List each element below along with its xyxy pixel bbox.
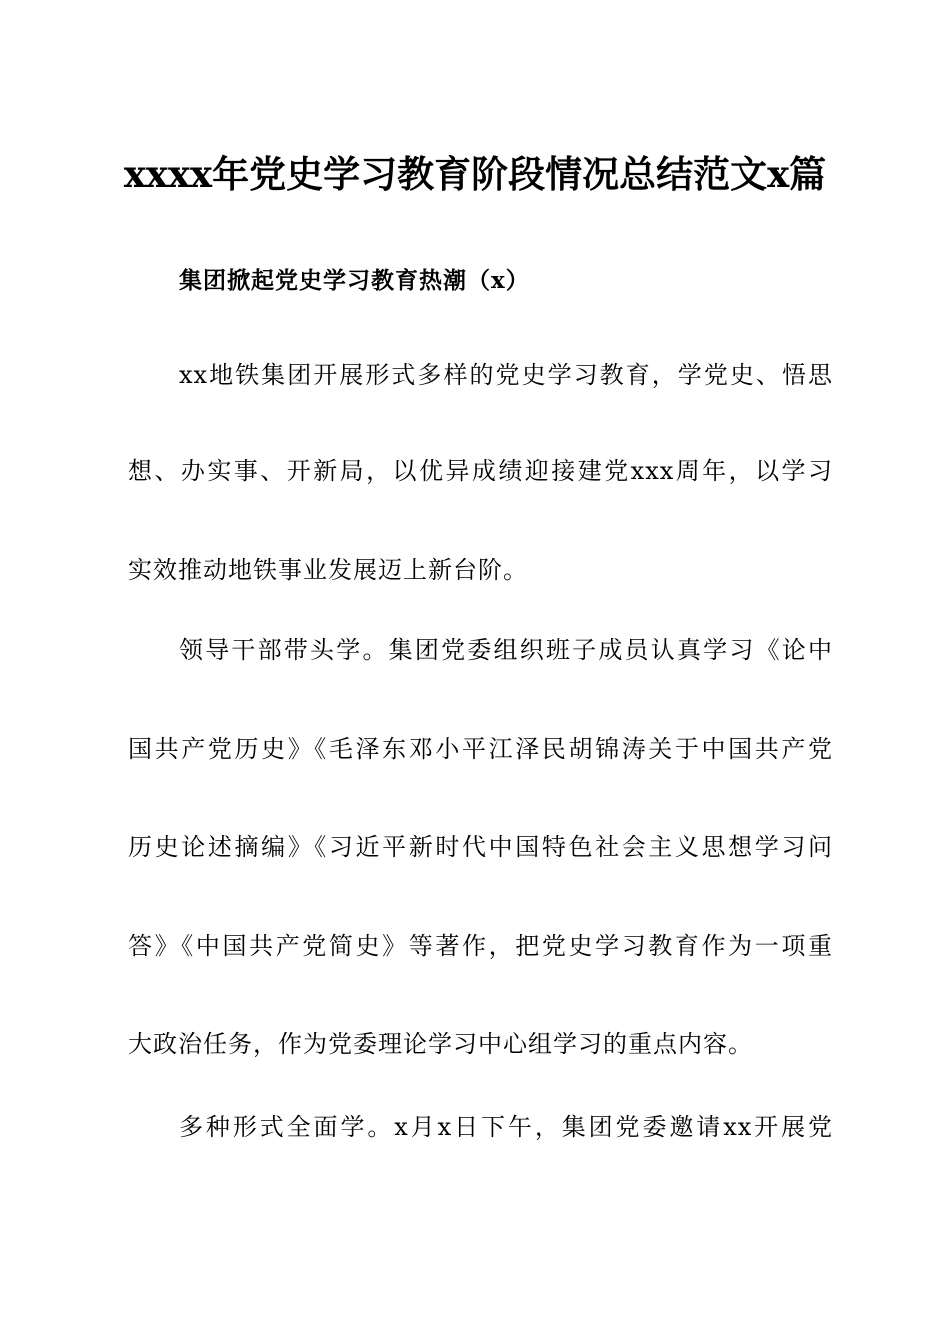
paragraph-line: 大政治任务，作为党委理论学习中心组学习的重点内容。 — [128, 1030, 753, 1058]
paragraph-line: 国共产党历史》《毛泽东邓小平江泽民胡锦涛关于中国共产党 — [128, 735, 833, 763]
paragraph-line: 领导干部带头学。集团党委组织班子成员认真学习《论中 — [179, 636, 833, 664]
paragraph-line: 历史论述摘编》《习近平新时代中国特色社会主义思想学习问 — [128, 833, 833, 861]
section-heading: 集团掀起党史学习教育热潮（x） — [179, 267, 530, 294]
paragraph-line: 多种形式全面学。x月x日下午，集团党委邀请xx开展党 — [179, 1113, 833, 1141]
paragraph-line: xx地铁集团开展形式多样的党史学习教育，学党史、悟思 — [179, 361, 833, 389]
paragraph-line: 答》《中国共产党简史》等著作，把党史学习教育作为一项重 — [128, 932, 833, 960]
document-title: xxxx年党史学习教育阶段情况总结范文x篇 — [123, 152, 827, 196]
paragraph-line: 实效推动地铁事业发展迈上新台阶。 — [128, 556, 528, 584]
paragraph-line: 想、办实事、开新局，以优异成绩迎接建党xxx周年，以学习 — [128, 457, 833, 485]
